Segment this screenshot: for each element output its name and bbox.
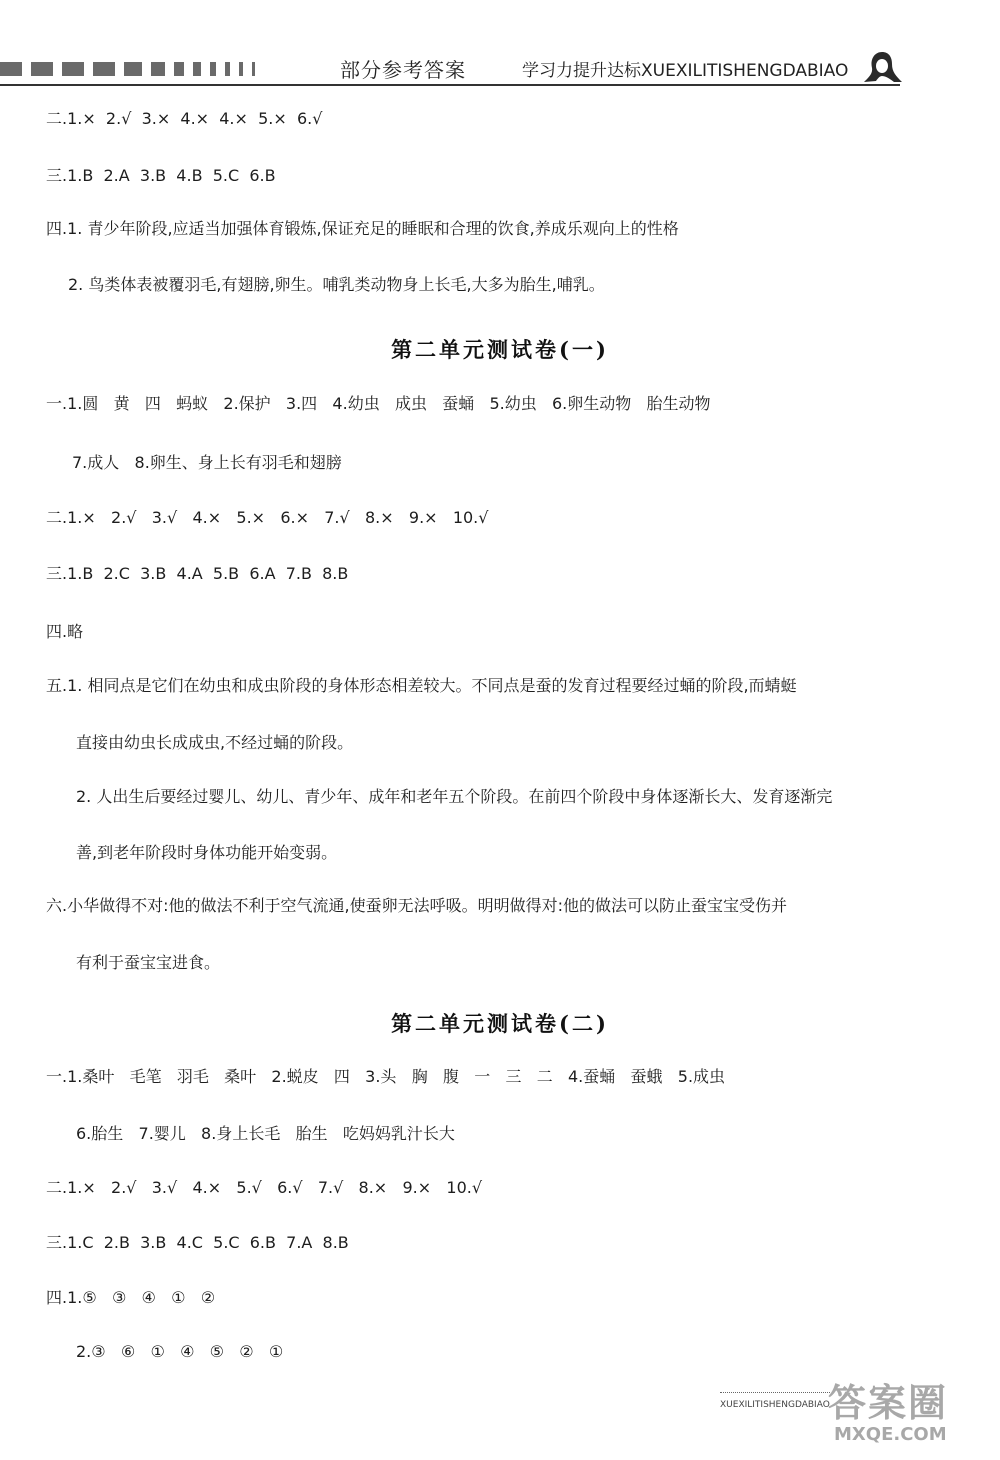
answer-line: 直接由幼虫长成成虫,不经过蛹的阶段。 (76, 733, 354, 752)
section-title: 第二单元测试卷(二) (391, 1011, 609, 1036)
answer-line: 善,到老年阶段时身体功能开始变弱。 (76, 843, 338, 862)
answer-line: 2.③ ⑥ ① ④ ⑤ ② ① (76, 1342, 284, 1361)
footer-rule (720, 1392, 830, 1394)
answer-line: 2. 人出生后要经过婴儿、幼儿、青少年、成年和老年五个阶段。在前四个阶段中身体逐渐长大、发育逐渐完 (76, 787, 833, 806)
answer-line: 二.1.× 2.√ 3.√ 4.× 5.√ 6.√ 7.√ 8.× 9.× 10.√ (46, 1178, 483, 1197)
answer-line: 一.1.圆 黄 四 蚂蚁 2.保护 3.四 4.幼虫 成虫 蚕蛹 5.幼虫 6.卵生动物 胎生动物 (46, 394, 711, 413)
answer-line: 二.1.× 2.√ 3.√ 4.× 5.× 6.× 7.√ 8.× 9.× 10.√ (46, 508, 489, 527)
watermark-url: MXQE.COM (834, 1424, 947, 1445)
answer-line: 有利于蚕宝宝进食。 (76, 953, 221, 972)
mascot-icon (860, 48, 904, 86)
answer-line: 7.成人 8.卵生、身上长有羽毛和翅膀 (72, 453, 342, 472)
answer-line: 三.1.B 2.C 3.B 4.A 5.B 6.A 7.B 8.B (46, 564, 349, 583)
header-decoration (0, 62, 255, 76)
answer-line: 6.胎生 7.婴儿 8.身上长毛 胎生 吃妈妈乳汁长大 (76, 1124, 455, 1143)
answer-line: 四.1. 青少年阶段,应适当加强体育锻炼,保证充足的睡眠和合理的饮食,养成乐观向上的性格 (46, 219, 679, 238)
answer-line: 四.略 (46, 622, 84, 641)
header-brand: 学习力提升达标XUEXILITISHENGDABIAO (522, 61, 849, 81)
answer-line: 2. 鸟类体表被覆羽毛,有翅膀,卵生。哺乳类动物身上长毛,大多为胎生,哺乳。 (68, 275, 605, 294)
answer-line: 一.1.桑叶 毛笔 羽毛 桑叶 2.蜕皮 四 3.头 胸 腹 一 三 二 4.蚕蛹 蚕蛾 5.成虫 (46, 1067, 726, 1086)
answer-line: 六.小华做得不对:他的做法不利于空气流通,使蚕卵无法呼吸。明明做得对:他的做法可以防止蚕宝宝受伤并 (46, 896, 787, 915)
answer-line: 四.1.⑤ ③ ④ ① ② (46, 1288, 216, 1307)
answer-line: 三.1.B 2.A 3.B 4.B 5.C 6.B (46, 166, 276, 185)
footer-brand: XUEXILITISHENGDABIAO (720, 1400, 830, 1410)
watermark-logo (822, 1372, 972, 1452)
watermark-text: 答案圈 (828, 1381, 949, 1425)
answer-line: 五.1. 相同点是它们在幼虫和成虫阶段的身体形态相差较大。不同点是蚕的发育过程要经过蛹的阶段,而蜻蜓 (46, 676, 797, 695)
header-title: 部分参考答案 (340, 58, 466, 82)
answer-line: 二.1.× 2.√ 3.× 4.× 4.× 5.× 6.√ (46, 109, 323, 128)
header-rule (0, 84, 900, 86)
page-header (0, 48, 1000, 98)
section-title: 第二单元测试卷(一) (391, 337, 609, 362)
answer-line: 三.1.C 2.B 3.B 4.C 5.C 6.B 7.A 8.B (46, 1233, 349, 1252)
